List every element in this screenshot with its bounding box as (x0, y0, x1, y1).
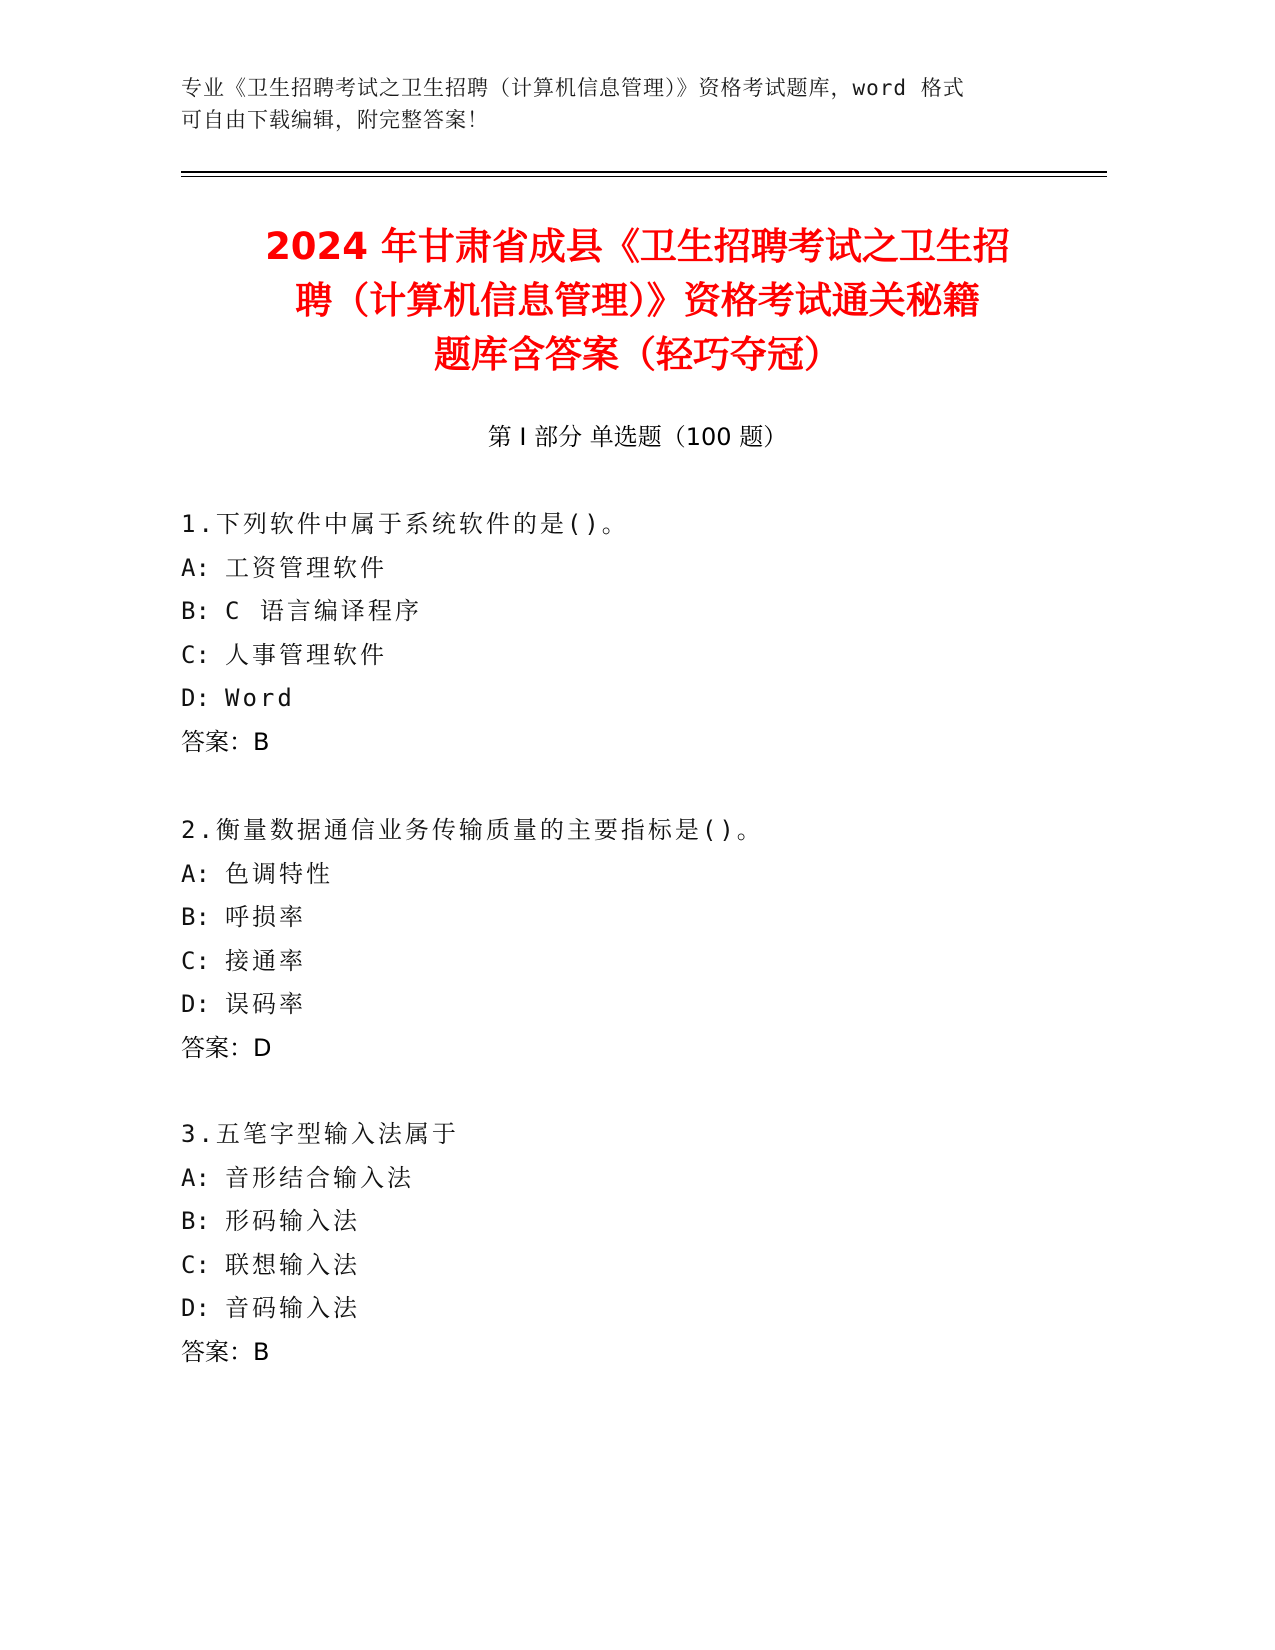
question-3 (181, 1113, 1081, 1374)
option-d (181, 1287, 1081, 1331)
option-text: 接通率 (225, 946, 306, 975)
document-title (150, 220, 1125, 382)
header-note-line-1: 专业《卫生招聘考试之卫生招聘（计算机信息管理）》资格考试题库，word 格式 (181, 76, 965, 100)
option-b (181, 1200, 1081, 1244)
header-note-line-2: 可自由下载编辑，附完整答案！ (181, 108, 489, 132)
document-title-line-3: 题库含答案（轻巧夺冠） (434, 333, 841, 376)
option-letter: B: (181, 903, 210, 931)
option-text: 人事管理软件 (225, 640, 387, 669)
header-divider-thick (181, 171, 1107, 173)
option-c (181, 634, 1081, 678)
option-letter: A: (181, 859, 210, 888)
header-divider-thin (181, 176, 1107, 177)
option-text: 音形结合输入法 (225, 1163, 414, 1192)
section-heading: 第 I 部分 单选题（100 题） (487, 423, 788, 451)
option-text: Word (225, 684, 295, 712)
option-letter: D: (181, 1294, 210, 1322)
option-text: 联想输入法 (225, 1250, 360, 1279)
option-letter: A: (181, 553, 210, 582)
document-title-line-1: 2024 年甘肃省成县《卫生招聘考试之卫生招 (265, 225, 1010, 268)
answer-line: 答案：B (181, 1337, 270, 1366)
option-c (181, 1244, 1081, 1288)
option-b (181, 896, 1081, 940)
question-1 (181, 503, 1081, 764)
option-text: 呼损率 (225, 903, 306, 931)
option-a (181, 1157, 1081, 1201)
answer-line: 答案：D (181, 1033, 272, 1062)
option-letter: C: (181, 1250, 210, 1279)
option-text: 色调特性 (225, 859, 333, 888)
option-a (181, 547, 1081, 591)
option-d (181, 983, 1081, 1027)
option-letter: B: (181, 1207, 210, 1235)
option-letter: A: (181, 1163, 210, 1192)
option-text: 工资管理软件 (225, 553, 387, 582)
answer-line: 答案：B (181, 727, 270, 756)
option-letter: B: (181, 597, 210, 625)
question-stem: 3.五笔字型输入法属于 (181, 1120, 459, 1148)
question-stem: 1.下列软件中属于系统软件的是()。 (181, 510, 629, 538)
question-stem: 2.衡量数据通信业务传输质量的主要指标是()。 (181, 816, 764, 844)
option-letter: D: (181, 684, 210, 712)
option-text: C 语言编译程序 (225, 597, 422, 625)
option-text: 误码率 (225, 990, 306, 1018)
header-note (181, 72, 1041, 136)
option-text: 音码输入法 (225, 1294, 360, 1322)
option-d (181, 677, 1081, 721)
option-text: 形码输入法 (225, 1207, 360, 1235)
option-letter: C: (181, 946, 210, 975)
question-2 (181, 809, 1081, 1070)
option-b (181, 590, 1081, 634)
option-letter: D: (181, 990, 210, 1018)
document-title-line-2: 聘（计算机信息管理）》资格考试通关秘籍 (295, 279, 980, 322)
option-letter: C: (181, 640, 210, 669)
option-a (181, 853, 1081, 897)
option-c (181, 940, 1081, 984)
